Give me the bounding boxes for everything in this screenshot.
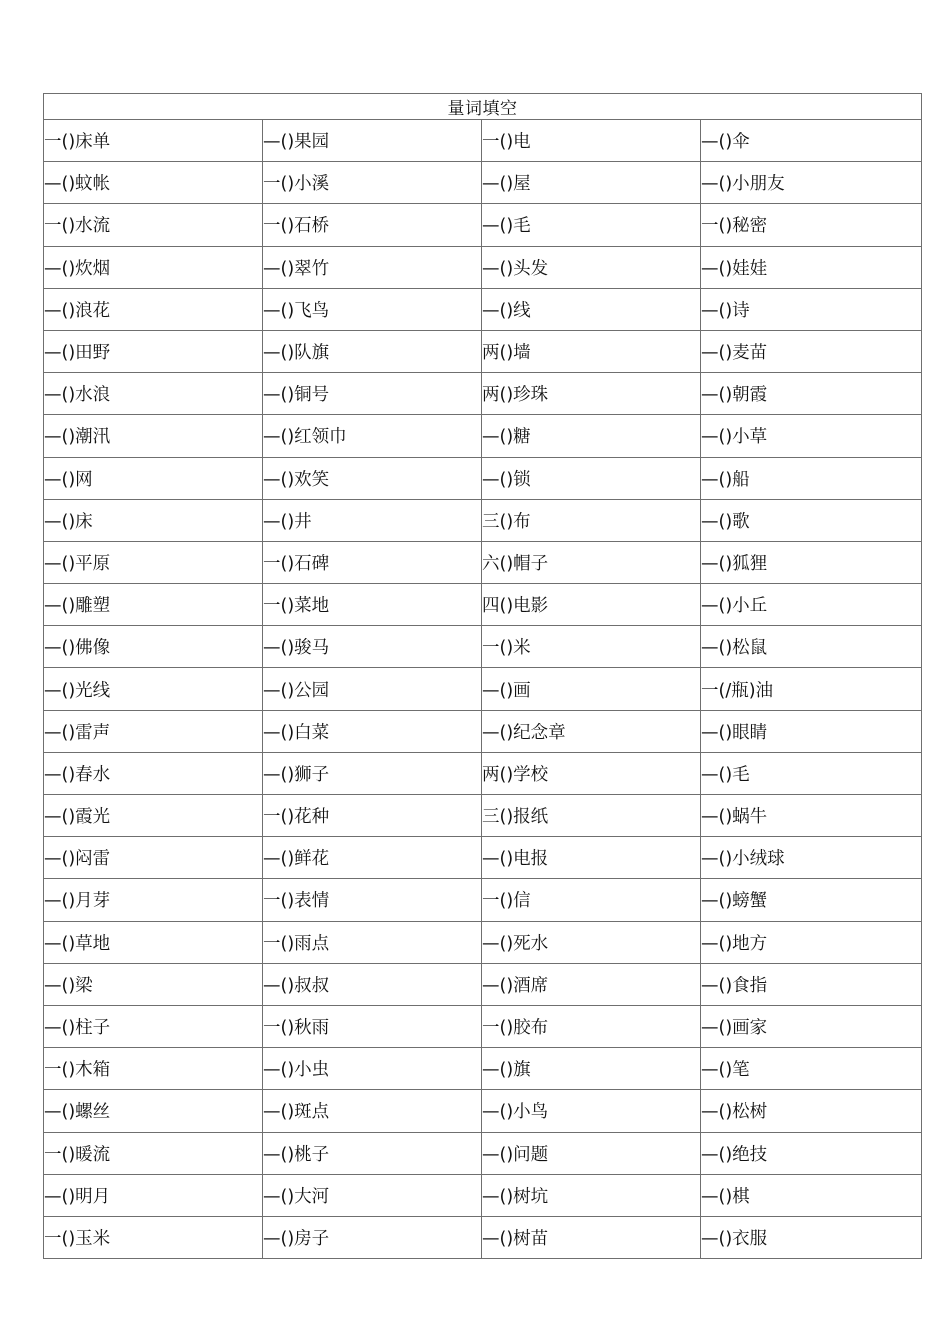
- fill-blank-item: —()纪念章: [482, 710, 701, 752]
- fill-blank-item: —()鲜花: [263, 837, 482, 879]
- fill-blank-item: —()白菜: [263, 710, 482, 752]
- fill-blank-item: 一()表情: [263, 879, 482, 921]
- fill-blank-item: —()桃子: [263, 1132, 482, 1174]
- table-row: [44, 584, 922, 626]
- fill-blank-item: 一(/瓶)油: [701, 668, 922, 710]
- fill-blank-item: 一()石碑: [263, 541, 482, 583]
- fill-blank-item: —()死水: [482, 921, 701, 963]
- fill-blank-item: —()旗: [482, 1048, 701, 1090]
- table-row: [44, 457, 922, 499]
- fill-blank-item: —()歌: [701, 499, 922, 541]
- fill-blank-item: 一()玉米: [44, 1216, 263, 1258]
- fill-blank-item: —()螺丝: [44, 1090, 263, 1132]
- table-row: [44, 246, 922, 288]
- table-row: [44, 288, 922, 330]
- fill-blank-item: —()食指: [701, 963, 922, 1005]
- table-row: [44, 1132, 922, 1174]
- fill-blank-item: —()地方: [701, 921, 922, 963]
- fill-blank-item: —()斑点: [263, 1090, 482, 1132]
- fill-blank-item: 一()水流: [44, 204, 263, 246]
- fill-blank-item: —()衣服: [701, 1216, 922, 1258]
- table-row: [44, 162, 922, 204]
- fill-blank-item: —()电报: [482, 837, 701, 879]
- fill-blank-item: —()梁: [44, 963, 263, 1005]
- fill-blank-item: 两()学校: [482, 752, 701, 794]
- fill-blank-item: —()线: [482, 288, 701, 330]
- fill-blank-item: —()小丘: [701, 584, 922, 626]
- worksheet-body: [44, 120, 922, 1259]
- fill-blank-item: —()朝霞: [701, 373, 922, 415]
- fill-blank-item: 四()电影: [482, 584, 701, 626]
- fill-blank-item: —()松鼠: [701, 626, 922, 668]
- fill-blank-item: —()绝技: [701, 1132, 922, 1174]
- table-row: [44, 1090, 922, 1132]
- fill-blank-item: —()麦苗: [701, 330, 922, 372]
- title-row: [44, 94, 922, 120]
- fill-blank-item: —()螃蟹: [701, 879, 922, 921]
- fill-blank-item: 三()布: [482, 499, 701, 541]
- fill-blank-item: —()队旗: [263, 330, 482, 372]
- fill-blank-item: —()叔叔: [263, 963, 482, 1005]
- table-row: [44, 668, 922, 710]
- fill-blank-item: —()船: [701, 457, 922, 499]
- table-row: [44, 795, 922, 837]
- fill-blank-item: —()蜗牛: [701, 795, 922, 837]
- fill-blank-item: —()雷声: [44, 710, 263, 752]
- table-row: [44, 710, 922, 752]
- fill-blank-item: 一()电: [482, 120, 701, 162]
- table-row: [44, 373, 922, 415]
- table-row: [44, 415, 922, 457]
- fill-blank-item: —()草地: [44, 921, 263, 963]
- fill-blank-item: —()酒席: [482, 963, 701, 1005]
- fill-blank-item: 两()墙: [482, 330, 701, 372]
- fill-blank-item: —()画家: [701, 1005, 922, 1047]
- fill-blank-item: —()蚊帐: [44, 162, 263, 204]
- fill-blank-item: 一()床单: [44, 120, 263, 162]
- table-row: [44, 921, 922, 963]
- fill-blank-item: —()画: [482, 668, 701, 710]
- fill-blank-item: 一()暖流: [44, 1132, 263, 1174]
- fill-blank-item: —()笔: [701, 1048, 922, 1090]
- fill-blank-item: —()霞光: [44, 795, 263, 837]
- fill-blank-item: —()树苗: [482, 1216, 701, 1258]
- fill-blank-item: —()伞: [701, 120, 922, 162]
- table-row: [44, 963, 922, 1005]
- fill-blank-item: —()狐狸: [701, 541, 922, 583]
- fill-blank-item: —()锁: [482, 457, 701, 499]
- worksheet-title: 量词填空: [44, 94, 922, 120]
- fill-blank-item: —()翠竹: [263, 246, 482, 288]
- fill-blank-item: —()小朋友: [701, 162, 922, 204]
- fill-blank-item: —()浪花: [44, 288, 263, 330]
- fill-blank-item: —()糖: [482, 415, 701, 457]
- fill-blank-item: 三()报纸: [482, 795, 701, 837]
- fill-blank-item: 一()信: [482, 879, 701, 921]
- fill-blank-item: —()屋: [482, 162, 701, 204]
- fill-blank-item: 一()菜地: [263, 584, 482, 626]
- quantifier-worksheet-table: [43, 93, 922, 1259]
- table-row: [44, 499, 922, 541]
- fill-blank-item: —()柱子: [44, 1005, 263, 1047]
- fill-blank-item: —()果园: [263, 120, 482, 162]
- fill-blank-item: —()光线: [44, 668, 263, 710]
- table-row: [44, 541, 922, 583]
- table-row: [44, 1216, 922, 1258]
- fill-blank-item: 一()石桥: [263, 204, 482, 246]
- fill-blank-item: —()小虫: [263, 1048, 482, 1090]
- fill-blank-item: 一()花种: [263, 795, 482, 837]
- fill-blank-item: —()毛: [482, 204, 701, 246]
- fill-blank-item: —()水浪: [44, 373, 263, 415]
- table-row: [44, 1174, 922, 1216]
- fill-blank-item: —()松树: [701, 1090, 922, 1132]
- fill-blank-item: —()诗: [701, 288, 922, 330]
- fill-blank-item: —()问题: [482, 1132, 701, 1174]
- fill-blank-item: —()佛像: [44, 626, 263, 668]
- fill-blank-item: —()欢笑: [263, 457, 482, 499]
- fill-blank-item: —()小鸟: [482, 1090, 701, 1132]
- table-row: [44, 837, 922, 879]
- table-row: [44, 879, 922, 921]
- table-row: [44, 330, 922, 372]
- fill-blank-item: —()铜号: [263, 373, 482, 415]
- fill-blank-item: —()网: [44, 457, 263, 499]
- fill-blank-item: 一()胶布: [482, 1005, 701, 1047]
- fill-blank-item: —()明月: [44, 1174, 263, 1216]
- fill-blank-item: 一()木箱: [44, 1048, 263, 1090]
- table-row: [44, 626, 922, 668]
- fill-blank-item: —()棋: [701, 1174, 922, 1216]
- table-row: [44, 1048, 922, 1090]
- fill-blank-item: —()小草: [701, 415, 922, 457]
- table-row: [44, 1005, 922, 1047]
- fill-blank-item: —()月芽: [44, 879, 263, 921]
- fill-blank-item: —()飞鸟: [263, 288, 482, 330]
- fill-blank-item: —()红领巾: [263, 415, 482, 457]
- fill-blank-item: —()雕塑: [44, 584, 263, 626]
- fill-blank-item: —()骏马: [263, 626, 482, 668]
- table-row: [44, 752, 922, 794]
- table-row: [44, 120, 922, 162]
- fill-blank-item: —()春水: [44, 752, 263, 794]
- fill-blank-item: —()娃娃: [701, 246, 922, 288]
- fill-blank-item: 六()帽子: [482, 541, 701, 583]
- fill-blank-item: —()毛: [701, 752, 922, 794]
- fill-blank-item: 一()雨点: [263, 921, 482, 963]
- fill-blank-item: —()田野: [44, 330, 263, 372]
- fill-blank-item: —()房子: [263, 1216, 482, 1258]
- fill-blank-item: —()公园: [263, 668, 482, 710]
- fill-blank-item: —()小绒球: [701, 837, 922, 879]
- fill-blank-item: —()狮子: [263, 752, 482, 794]
- fill-blank-item: 一()小溪: [263, 162, 482, 204]
- fill-blank-item: —()井: [263, 499, 482, 541]
- fill-blank-item: 一()米: [482, 626, 701, 668]
- fill-blank-item: —()平原: [44, 541, 263, 583]
- fill-blank-item: —()大河: [263, 1174, 482, 1216]
- fill-blank-item: —()树坑: [482, 1174, 701, 1216]
- fill-blank-item: —()头发: [482, 246, 701, 288]
- fill-blank-item: —()闷雷: [44, 837, 263, 879]
- fill-blank-item: —()床: [44, 499, 263, 541]
- fill-blank-item: —()潮汛: [44, 415, 263, 457]
- fill-blank-item: 两()珍珠: [482, 373, 701, 415]
- table-row: [44, 204, 922, 246]
- fill-blank-item: 一()秋雨: [263, 1005, 482, 1047]
- fill-blank-item: 一()秘密: [701, 204, 922, 246]
- fill-blank-item: —()眼睛: [701, 710, 922, 752]
- fill-blank-item: —()炊烟: [44, 246, 263, 288]
